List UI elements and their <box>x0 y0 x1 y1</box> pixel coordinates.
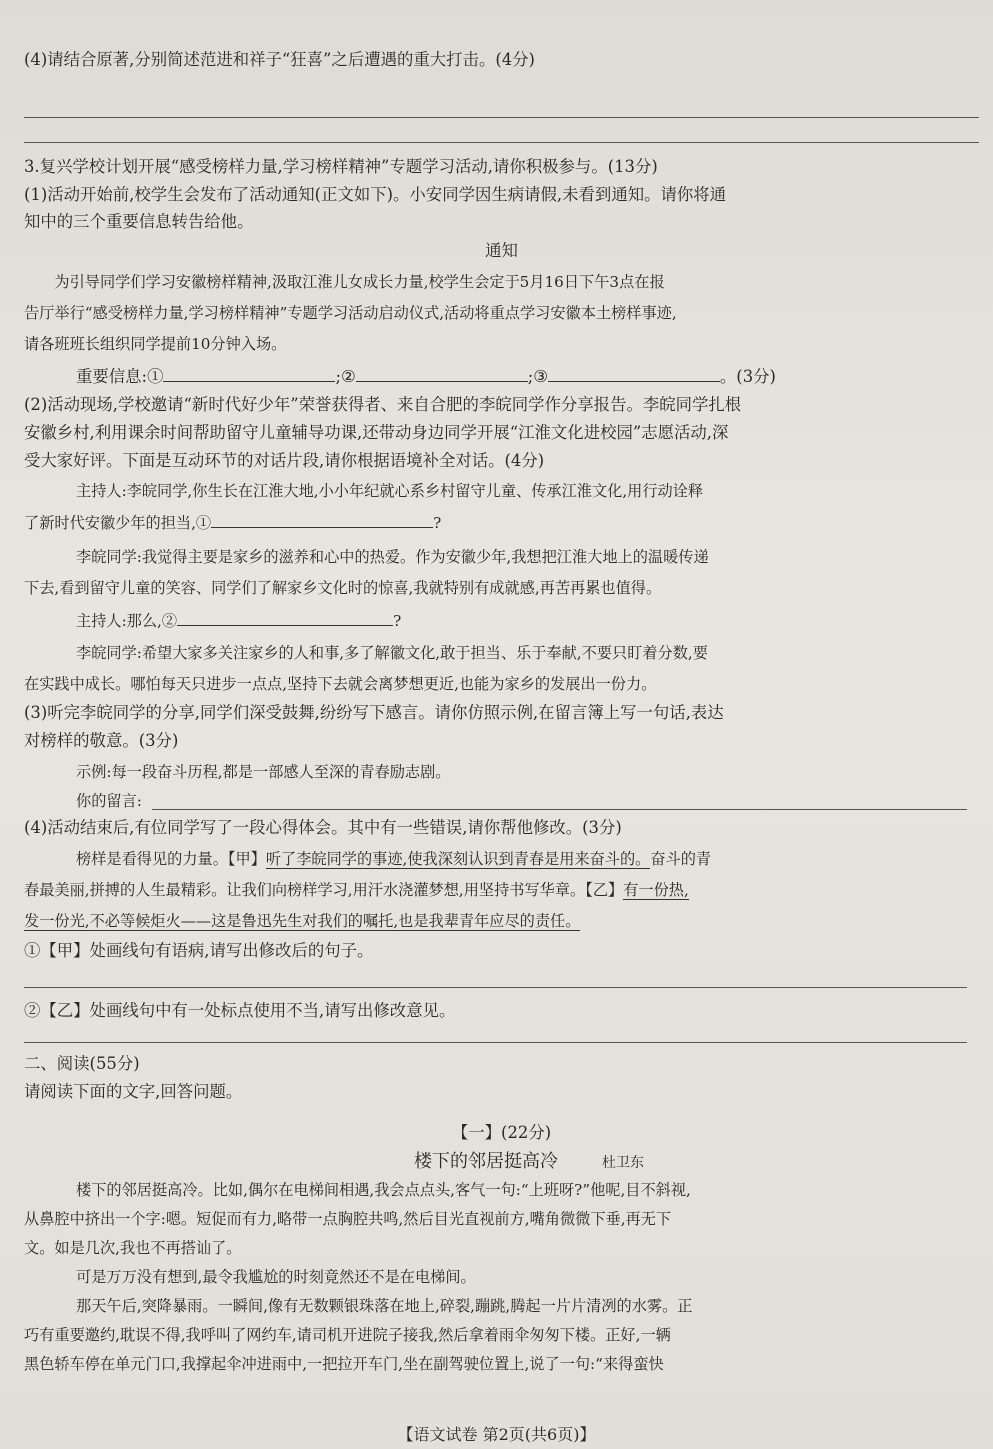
info-sep-2: ;② <box>335 367 356 386</box>
li-answer1-line1: 李皖同学:我觉得主要是家乡的滋养和心中的热爱。作为安徽少年,我想把江淮大地上的温暖传递 <box>76 548 709 566</box>
q3-1-line1: (1)活动开始前,校学生会发布了活动通知(正文如下)。小安同学因生病请假,未看到通知。请你将通 <box>24 185 727 204</box>
host-line2-row <box>24 511 979 535</box>
info-blank-2[interactable] <box>356 365 528 382</box>
q3-4-sub2: ②【乙】处画线句中有一处标点使用不当,请写出修改意见。 <box>24 1001 456 1020</box>
sub1-answer-line[interactable] <box>24 987 967 988</box>
story-line5: 那天午后,突降暴雨。一瞬间,像有无数颗银珠落在地上,碎裂,蹦跳,腾起一片片清冽的水雾。正 <box>76 1297 693 1315</box>
li-answer2-line2: 在实践中成长。哪怕每天只进步一点点,坚持下去就会离梦想更近,也能为家乡的发展出一份力。 <box>24 675 657 693</box>
story-line3: 文。如是几次,我也不再搭讪了。 <box>24 1239 242 1257</box>
info-end: 。(3分) <box>719 367 776 386</box>
q3-2-line3: 受大家好评。下面是互动环节的对话片段,请你根据语境补全对话。(4分) <box>24 451 545 470</box>
q3-3-line1: (3)听完李皖同学的分享,同学们深受鼓舞,纷纷写下感言。请你仿照示例,在留言簿上写一句话,表达 <box>24 703 724 722</box>
essay-line2 <box>24 879 979 902</box>
info-blank-3[interactable] <box>548 365 720 382</box>
q3-1-line2: 知中的三个重要信息转告给他。 <box>24 212 254 231</box>
section2-title: 二、阅读(55分) <box>24 1054 140 1073</box>
info-blank-1[interactable] <box>163 365 335 382</box>
story-line2: 从鼻腔中挤出一个字:嗯。短促而有力,略带一点胸腔共鸣,然后目光直视前方,嘴角微微下垂,再无下 <box>24 1210 672 1228</box>
q3-4-prompt: (4)活动结束后,有位同学写了一段心得体会。其中有一些错误,请你帮他修改。(3分) <box>24 818 622 837</box>
example-sentence: 示例:每一段奋斗历程,都是一部感人至深的青春励志剧。 <box>76 763 451 781</box>
story-author: 杜卫东 <box>602 1155 644 1171</box>
q3-4-sub1: ①【甲】处画线句有语病,请写出修改后的句子。 <box>24 941 374 960</box>
host-q2-row <box>24 609 979 633</box>
q3-2-line1: (2)活动现场,学校邀请“新时代好少年”荣誉获得者、来自合肥的李皖同学作分享报告。李皖同学扎根 <box>24 395 742 414</box>
message-answer-line[interactable] <box>152 809 967 810</box>
story-line4: 可是万万没有想到,最令我尴尬的时刻竟然还不是在电梯间。 <box>76 1268 476 1286</box>
story-line1: 楼下的邻居挺高冷。比如,偶尔在电梯间相遇,我会点点头,客气一句:“上班呀?”他呢,目不斜视, <box>76 1181 691 1199</box>
essay-b-underlined: 有一份热, <box>623 881 689 899</box>
host-line2: 了新时代安徽少年的担当,① <box>24 514 212 532</box>
notice-line3: 请各班班长组织同学提前10分钟入场。 <box>24 335 287 353</box>
story-line7: 黑色轿车停在单元门口,我撑起伞冲进雨中,一把拉开车门,坐在副驾驶位置上,说了一句:“来得蛮快 <box>24 1355 664 1373</box>
question-mark: ? <box>433 514 442 532</box>
section2-instruction: 请阅读下面的文字,回答问题。 <box>24 1082 243 1101</box>
notice-line2: 告厅举行“感受榜样力量,学习榜样精神”专题学习活动启动仪式,活动将重点学习安徽本土榜样事迹, <box>24 304 677 322</box>
q3-intro: 3.复兴学校计划开展“感受榜样力量,学习榜样精神”专题学习活动,请你积极参与。(13分) <box>24 157 658 176</box>
q3-3-line2: 对榜样的敬意。(3分) <box>24 731 179 750</box>
li-answer2-line1: 李皖同学:希望大家多关注家乡的人和事,多了解徽文化,敢于担当、乐于奉献,不要只盯着分数,要 <box>76 644 708 662</box>
sub2-answer-line[interactable] <box>24 1042 967 1043</box>
important-info-row <box>24 365 979 388</box>
essay-a-start: 榜样是看得见的力量。【甲】 <box>76 850 266 868</box>
q2-4-prompt: (4)请结合原著,分别简述范进和祥子“狂喜”之后遭遇的重大打击。(4分) <box>24 50 535 69</box>
your-message-label: 你的留言: <box>76 792 142 810</box>
question-mark: ? <box>393 612 402 630</box>
dialog-blank-1[interactable] <box>211 511 433 528</box>
host-line1: 主持人:李皖同学,你生长在江淮大地,小小年纪就心系乡村留守儿童、传承江淮文化,用行动诠释 <box>76 482 704 500</box>
dialog-blank-2[interactable] <box>177 609 393 626</box>
info-sep-3: ;③ <box>527 367 548 386</box>
notice-line1: 为引导同学们学习安徽榜样精神,汲取江淮儿女成长力量,校学生会定于5月16日下午3点在报 <box>54 273 665 291</box>
info-label: 重要信息:① <box>76 367 164 386</box>
li-answer1-line2: 下去,看到留守儿童的笑容、同学们了解家乡文化时的惊喜,我就特别有成就感,再苦再累也值得。 <box>24 579 662 597</box>
answer-line <box>24 117 979 118</box>
host-q2: 主持人:那么,② <box>76 612 178 630</box>
notice-title: 通知 <box>485 241 518 260</box>
q3-2-line2: 安徽乡村,利用课余时间帮助留守儿童辅导功课,还带动身边同学开展“江淮文化进校园”志愿活动,深 <box>24 423 729 442</box>
essay-b-start: 春最美丽,拼搏的人生最精彩。让我们向榜样学习,用汗水浇灌梦想,用坚持书写华章。【乙】 <box>24 881 624 899</box>
essay-c-underlined: 发一份光,不必等候炬火——这是鲁迅先生对我们的嘱托,也是我辈青年应尽的责任。 <box>24 912 581 930</box>
essay-a-underlined: 听了李皖同学的事迹,使我深刻认识到青春是用来奋斗的。 <box>265 850 651 868</box>
story-line6: 巧有重要邀约,耽误不得,我呼叫了网约车,请司机开进院子接我,然后拿着雨伞匆匆下楼。正好,一辆 <box>24 1326 671 1344</box>
reading-part-label: 【一】(22分) <box>451 1123 552 1142</box>
answer-line <box>24 142 979 143</box>
essay-a-end: 奋斗的青 <box>650 850 712 868</box>
essay-line1 <box>24 848 979 871</box>
page-footer: 【语文试卷 第2页(共6页)】 <box>397 1425 596 1444</box>
story-title-row <box>24 1150 979 1175</box>
essay-line3 <box>24 910 979 933</box>
story-title: 楼下的邻居挺高冷 <box>414 1151 558 1172</box>
